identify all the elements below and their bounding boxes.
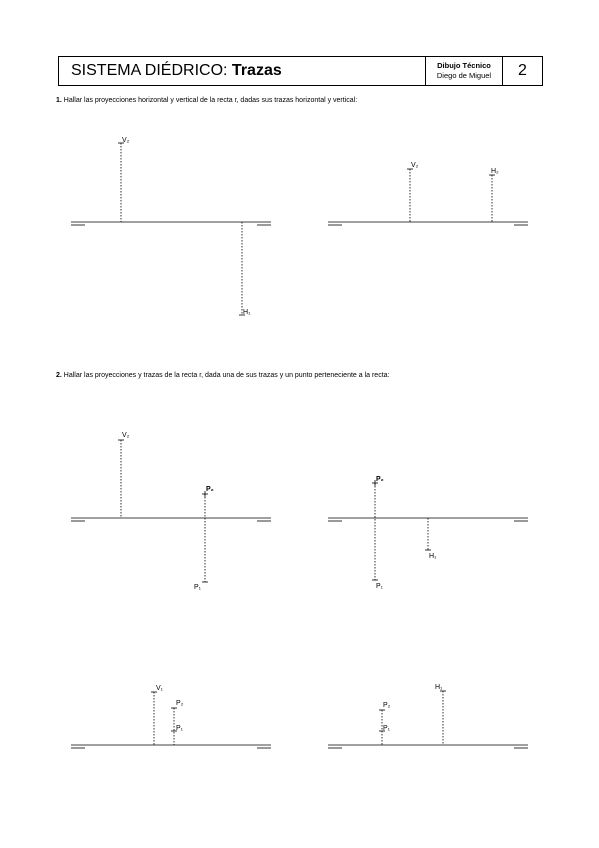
label-p1-2a: P₁ bbox=[194, 584, 202, 591]
label-p1-2c: P₁ bbox=[176, 725, 184, 732]
figure-2d bbox=[328, 691, 528, 748]
exercise-1-text: Hallar las proyecciones horizontal y vertical de la recta r, dadas sus trazas horizontal y vertical: bbox=[63, 97, 358, 104]
figure-1a bbox=[71, 143, 271, 315]
author-label: Diego de Miguel bbox=[436, 71, 492, 80]
exercise-2-text: Hallar las proyecciones y trazas de la recta r, dada una de sus trazas y un punto perteneciente a la recta: bbox=[63, 372, 390, 379]
sheet-title-topic: Trazas bbox=[231, 62, 282, 79]
label-p2-2c: P₂ bbox=[176, 700, 184, 707]
figure-labels bbox=[122, 137, 499, 732]
exercise-1-number: 1. bbox=[56, 97, 62, 104]
label-p2-2b: P₂ bbox=[376, 476, 384, 483]
figure-2c bbox=[71, 692, 271, 748]
label-v1-2c: V₁ bbox=[156, 685, 164, 692]
label-h1-2d: H₁ bbox=[435, 684, 443, 691]
figure-2b bbox=[328, 480, 528, 580]
label-p1-2d: P₁ bbox=[383, 725, 391, 732]
label-p2-2a: P₂ bbox=[206, 486, 214, 493]
label-h-2b: H₁ bbox=[429, 553, 437, 560]
label-p1-2b: P₁ bbox=[376, 583, 384, 590]
exercise-2-number: 2. bbox=[56, 372, 62, 379]
sheet-title-prefix: SISTEMA DIÉDRICO: bbox=[71, 62, 232, 79]
label-v2-2a: V₂ bbox=[122, 432, 130, 439]
label-h1-1a: H₁ bbox=[243, 309, 251, 316]
subject-label: Dibujo Técnico bbox=[437, 61, 491, 70]
label-p2-2d: P₂ bbox=[383, 702, 391, 709]
figure-1b bbox=[328, 169, 528, 225]
sheet-number: 2 bbox=[518, 62, 527, 79]
figure-2a bbox=[71, 440, 271, 582]
label-v2-1b: V₂ bbox=[411, 162, 419, 169]
label-h2-1b: H₂ bbox=[491, 168, 499, 175]
label-v2-1a: V₂ bbox=[122, 137, 130, 144]
